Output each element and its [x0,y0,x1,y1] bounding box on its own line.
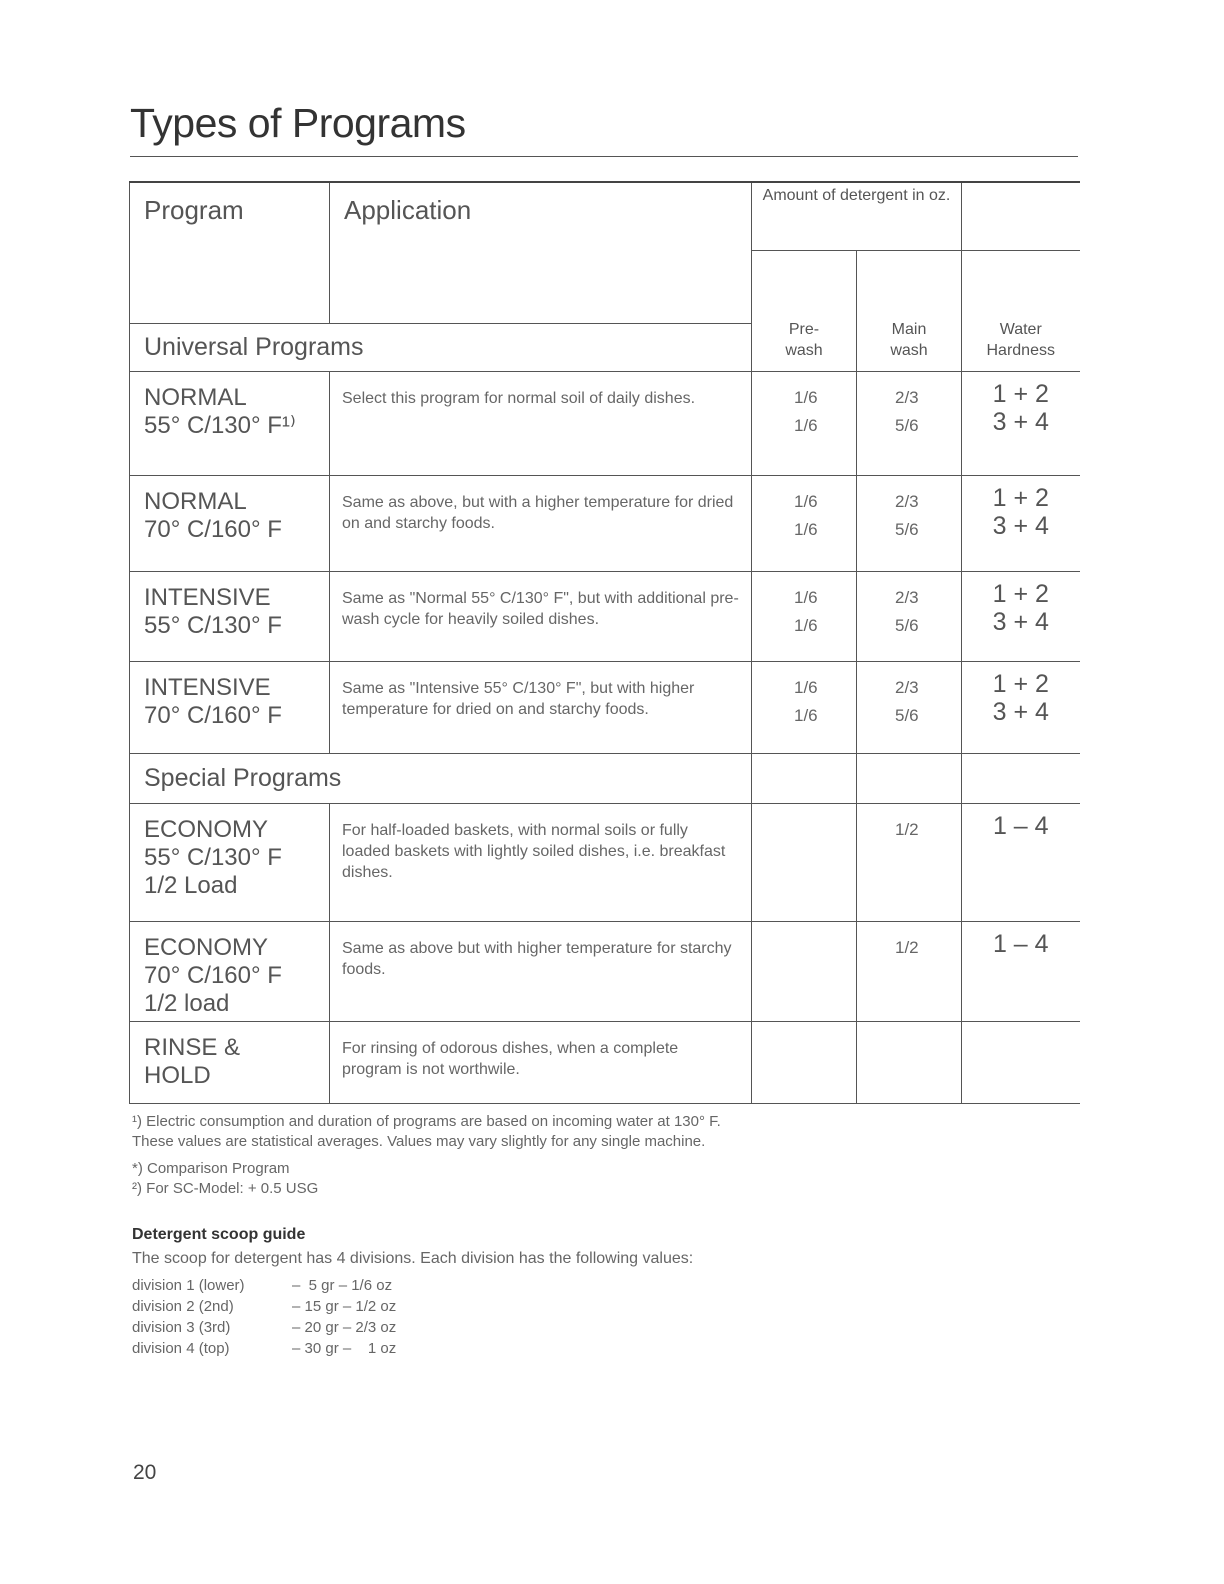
header-hardness-cell [962,250,1080,371]
header-water-hardness: Water Hardness [986,320,1055,359]
footnote-1b: These values are statistical averages. Values may vary slightly for any single machine. [132,1133,706,1150]
program-name: INTENSIVE 55° C/130° F [144,583,282,639]
footnote-1: ¹) Electric consumption and duration of programs are based on incoming water at 130° F. [132,1113,721,1130]
scoop-guide-intro: The scoop for detergent has 4 divisions. Each division has the following values: [132,1250,694,1267]
program-application: Same as "Normal 55° C/130° F", but with additional pre-wash cycle for heavily soiled dishes. [342,589,739,628]
title-divider [130,156,1078,157]
program-name: RINSE & HOLD [144,1033,241,1089]
program-application: For rinsing of odorous dishes, when a complete program is not worthwile. [342,1039,679,1078]
table-row [130,661,1080,753]
main-wash-amount [857,1022,961,1034]
programs-table [129,181,1080,1104]
main-wash-amount: 2/3 5/6 [895,587,919,635]
header-prewash: Pre- wash [785,320,823,359]
header-application-cell [330,182,752,323]
scoop-guide-title: Detergent scoop guide [132,1226,306,1243]
water-hardness-value: 1 + 2 3 + 4 [992,669,1049,726]
page-number: 20 [133,1461,157,1484]
program-name: ECONOMY 55° C/130° F 1/2 Load [144,815,282,899]
empty-cell [962,753,1080,803]
water-hardness-value: 1 + 2 3 + 4 [992,579,1049,636]
program-name: INTENSIVE 70° C/160° F [144,673,282,729]
header-application: Application [344,195,472,225]
program-name: NORMAL 70° C/160° F [144,487,282,543]
prewash-amount: 1/6 1/6 [794,587,818,635]
footnote-2: ²) For SC-Model: + 0.5 USG [132,1180,319,1197]
water-hardness-value: 1 – 4 [992,811,1049,840]
table-row [130,371,1080,475]
main-wash-amount: 2/3 5/6 [895,387,919,435]
section-universal-programs: Universal Programs [144,332,364,361]
header-program-cell [130,182,330,323]
table-row [130,571,1080,661]
empty-cell [752,753,857,803]
division-label: division 2 (2nd) [132,1298,234,1315]
section-special-programs: Special Programs [144,763,342,792]
water-hardness-value [962,1022,1080,1030]
header-prewash-cell [752,250,857,371]
empty-cell [857,753,962,803]
header-program: Program [144,195,244,225]
division-value: – 20 gr – 2/3 oz [292,1319,397,1336]
program-application: Same as above but with higher temperature for starchy foods. [342,939,732,978]
page-title: Types of Programs [130,100,466,146]
header-empty-cell [962,182,1080,250]
program-application: Select this program for normal soil of daily dishes. [342,389,696,407]
main-wash-amount: 2/3 5/6 [895,677,919,725]
program-name: NORMAL 55° C/130° F¹⁾ [144,383,296,439]
division-value: – 30 gr – 1 oz [292,1340,397,1357]
table-row [130,1021,1080,1103]
universal-section-cell [130,323,752,371]
special-section-cell [130,753,752,803]
main-wash-amount: 2/3 5/6 [895,491,919,539]
detergent-scoop-guide [132,1226,1032,1359]
list-item [132,1275,1032,1296]
footnote-comparison: *) Comparison Program [132,1160,290,1177]
list-item [132,1296,1032,1317]
program-application: For half-loaded baskets, with normal soils or fully loaded baskets with lightly soiled dishes, i.e. breakfast dishes. [342,821,726,881]
water-hardness-value: 1 + 2 3 + 4 [992,379,1049,436]
prewash-amount: 1/6 1/6 [794,491,818,539]
header-amount-cell [752,182,962,250]
header-main-wash-cell [857,250,962,371]
header-main-wash: Main wash [890,320,928,359]
main-wash-amount: 1/2 [895,819,919,839]
prewash-amount [752,1022,856,1034]
prewash-amount: 1/6 1/6 [794,387,818,435]
program-application: Same as "Intensive 55° C/130° F", but with higher temperature for dried on and starchy foods. [342,679,695,718]
table-row [130,803,1080,921]
division-label: division 3 (3rd) [132,1319,231,1336]
prewash-amount: 1/6 1/6 [794,677,818,725]
list-item [132,1338,1032,1359]
program-application: Same as above, but with a higher temperature for dried on and starchy foods. [342,493,734,532]
division-value: – 15 gr – 1/2 oz [292,1298,397,1315]
footnotes [132,1112,1032,1199]
prewash-amount [752,922,856,934]
division-label: division 4 (top) [132,1340,230,1357]
table-row [130,475,1080,571]
header-amount-detergent: Amount of detergent in oz. [762,187,951,204]
table-row [130,921,1080,1021]
list-item [132,1317,1032,1338]
prewash-amount [752,804,856,816]
water-hardness-value: 1 – 4 [992,929,1049,958]
division-label: division 1 (lower) [132,1277,245,1294]
main-wash-amount: 1/2 [895,937,919,957]
water-hardness-value: 1 + 2 3 + 4 [992,483,1049,540]
program-name: ECONOMY 70° C/160° F 1/2 load [144,933,282,1017]
division-value: – 5 gr – 1/6 oz [292,1277,393,1294]
